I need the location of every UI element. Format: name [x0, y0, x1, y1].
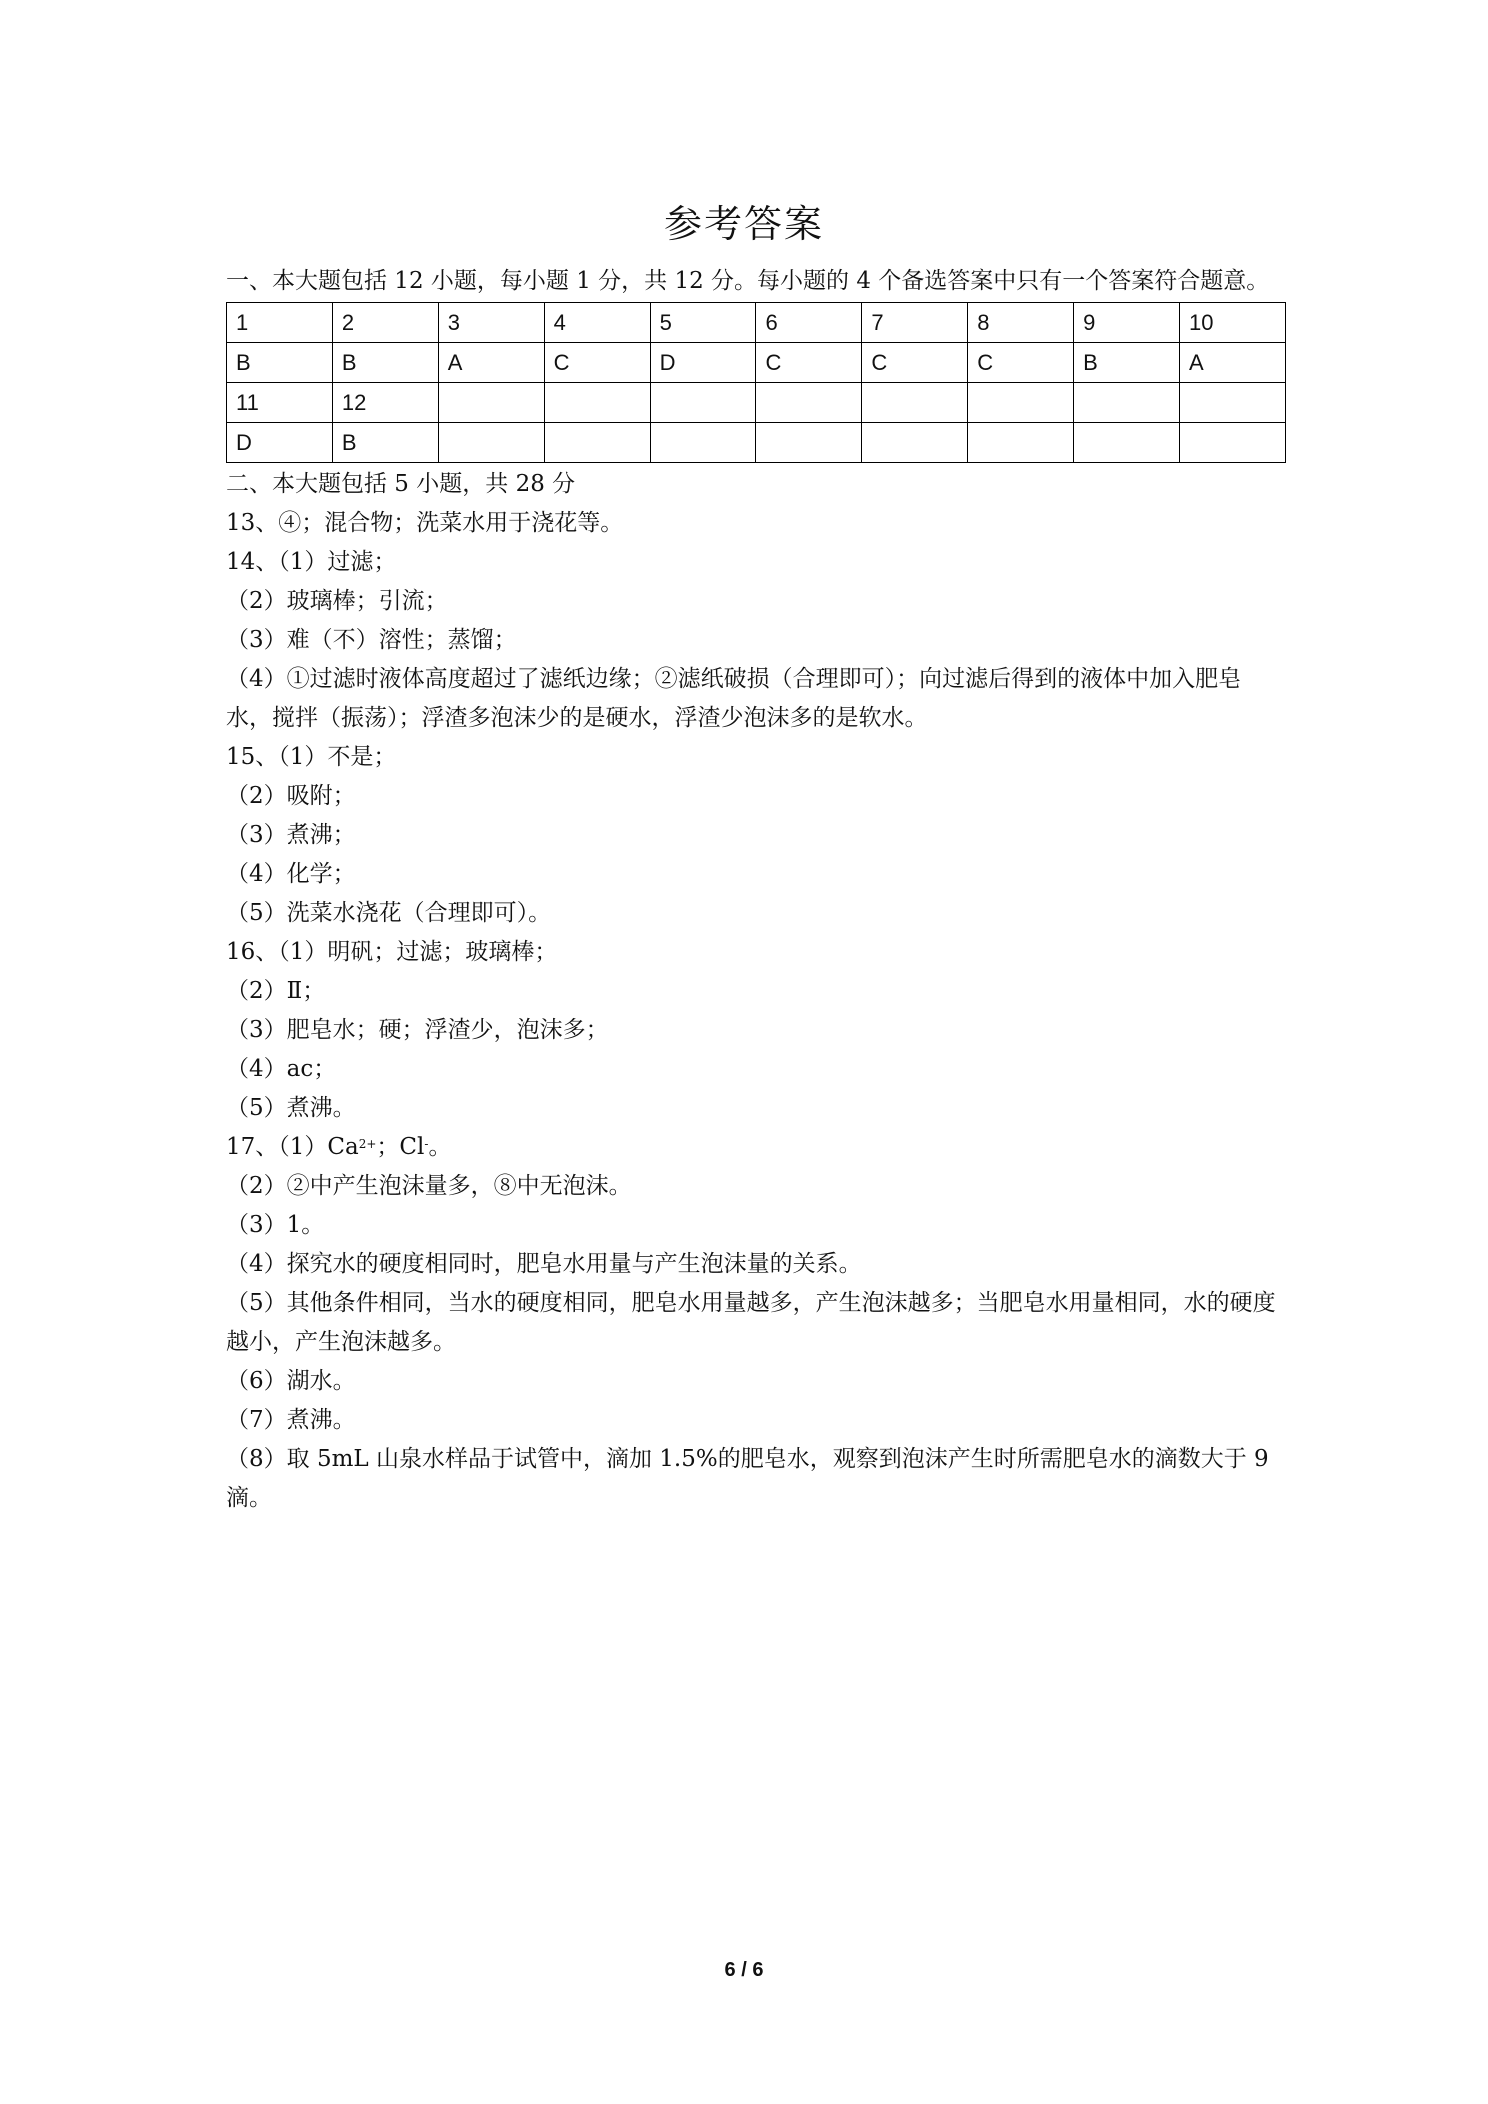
table-cell: C — [544, 343, 650, 383]
table-cell: C — [756, 343, 862, 383]
answer-line: （4）化学； — [226, 861, 356, 887]
table-cell: D — [650, 343, 756, 383]
table-cell: B — [332, 343, 438, 383]
table-row — [227, 383, 1286, 423]
table-cell: B — [227, 343, 333, 383]
q17-prefix: 17、（1）Ca — [226, 1134, 359, 1160]
table-cell: 12 — [332, 383, 438, 423]
answer-line: 16、（1）明矾；过滤；玻璃棒； — [226, 939, 558, 965]
table-cell: 11 — [227, 383, 333, 423]
table-cell — [968, 383, 1074, 423]
answer-line: （3）难（不）溶性；蒸馏； — [226, 627, 517, 653]
table-cell: 7 — [862, 303, 968, 343]
table-cell: 4 — [544, 303, 650, 343]
table-cell — [1074, 383, 1180, 423]
table-row — [227, 303, 1286, 343]
answer-line: 13、④；混合物；洗菜水用于浇花等。 — [226, 510, 624, 536]
table-cell — [544, 383, 650, 423]
answer-line: （2）Ⅱ； — [226, 978, 326, 1004]
table-cell: B — [332, 423, 438, 463]
table-cell — [1180, 383, 1286, 423]
answer-line: （4）ac； — [226, 1056, 337, 1082]
section1-intro: 一、本大题包括 12 小题，每小题 1 分，共 12 分。每小题的 4 个备选答案中只有一个答案符合题意。 — [226, 268, 1270, 294]
answer-lines-a — [226, 504, 1286, 1128]
answer-lines-b — [226, 1167, 1286, 1518]
table-cell — [862, 423, 968, 463]
answer-line: （3）肥皂水；硬；浮渣少，泡沫多； — [226, 1017, 609, 1043]
table-cell: 1 — [227, 303, 333, 343]
table-cell — [650, 423, 756, 463]
table-cell — [862, 383, 968, 423]
page-title: 参考答案 — [663, 202, 824, 246]
q17-end: 。 — [428, 1134, 452, 1160]
answer-line: （3）1。 — [226, 1212, 325, 1238]
table-cell: 5 — [650, 303, 756, 343]
table-cell — [968, 423, 1074, 463]
answer-table — [226, 302, 1286, 463]
table-cell: A — [438, 343, 544, 383]
section2-intro: 二、本大题包括 5 小题，共 28 分 — [226, 471, 576, 497]
table-cell — [756, 383, 862, 423]
answer-line: 15、（1）不是； — [226, 744, 397, 770]
ca-charge: 2+ — [358, 1137, 377, 1151]
answer-line: （2）吸附； — [226, 783, 356, 809]
cl-charge: - — [424, 1137, 429, 1151]
answer-line: （4）探究水的硬度相同时，肥皂水用量与产生泡沫量的关系。 — [226, 1251, 862, 1277]
table-cell — [544, 423, 650, 463]
answer-line: （2）②中产生泡沫量多，⑧中无泡沫。 — [226, 1173, 632, 1199]
answer-line: （5）煮沸。 — [226, 1095, 356, 1121]
table-cell — [1074, 423, 1180, 463]
page-number: 6 / 6 — [724, 1959, 764, 1981]
table-cell — [756, 423, 862, 463]
table-cell — [438, 423, 544, 463]
table-cell: 6 — [756, 303, 862, 343]
table-cell: B — [1074, 343, 1180, 383]
table-cell: 9 — [1074, 303, 1180, 343]
table-cell — [438, 383, 544, 423]
answer-line: （8）取 5mL 山泉水样品于试管中，滴加 1.5%的肥皂水，观察到泡沫产生时所需肥皂水的滴数大于 9 滴。 — [226, 1446, 1269, 1511]
table-cell: 8 — [968, 303, 1074, 343]
q17-mid: ；Cl — [376, 1134, 425, 1160]
table-cell: C — [968, 343, 1074, 383]
table-cell: D — [227, 423, 333, 463]
table-cell: 2 — [332, 303, 438, 343]
answer-line: 14、（1）过滤； — [226, 549, 397, 575]
answer-line: （7）煮沸。 — [226, 1407, 356, 1433]
table-cell — [1180, 423, 1286, 463]
table-row — [227, 343, 1286, 383]
table-cell: 10 — [1180, 303, 1286, 343]
answer-line: （6）湖水。 — [226, 1368, 356, 1394]
answer-line: （5）洗菜水浇花（合理即可）。 — [226, 900, 552, 926]
answer-content — [226, 262, 1286, 1518]
table-cell: C — [862, 343, 968, 383]
answer-line: （5）其他条件相同，当水的硬度相同，肥皂水用量越多，产生泡沫越多；当肥皂水用量相同，水的硬度越小，产生泡沫越多。 — [226, 1290, 1276, 1355]
table-cell: A — [1180, 343, 1286, 383]
table-row — [227, 423, 1286, 463]
table-cell — [650, 383, 756, 423]
table-cell: 3 — [438, 303, 544, 343]
answer-17-1 — [226, 1128, 1286, 1167]
answer-line: （4）①过滤时液体高度超过了滤纸边缘；②滤纸破损（合理即可）；向过滤后得到的液体中加入肥皂水，搅拌（振荡）；浮渣多泡沫少的是硬水，浮渣少泡沫多的是软水。 — [226, 666, 1242, 731]
answer-line: （2）玻璃棒；引流； — [226, 588, 448, 614]
answer-line: （3）煮沸； — [226, 822, 356, 848]
